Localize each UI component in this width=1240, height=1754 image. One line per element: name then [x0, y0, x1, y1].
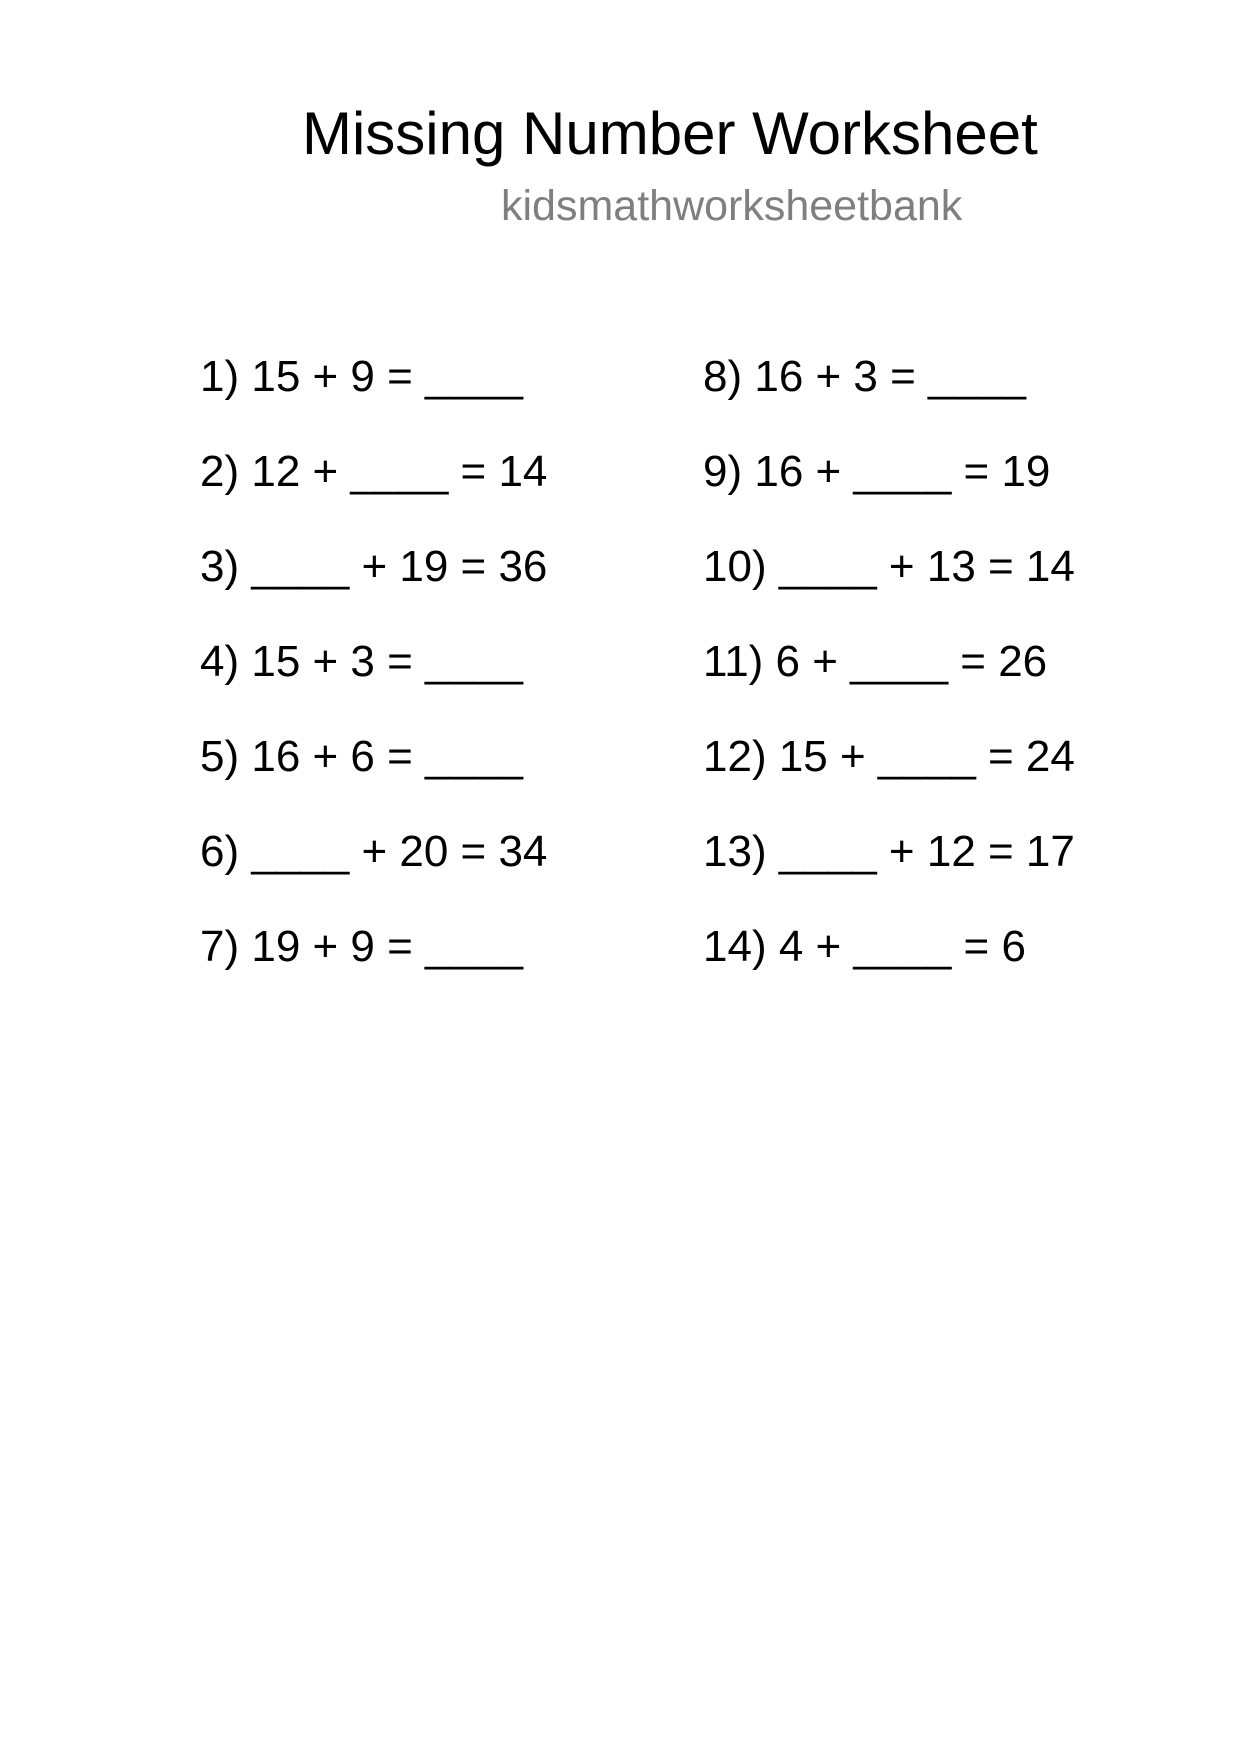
problem-10: 10) ____ + 13 = 14: [703, 542, 1075, 591]
worksheet-source: kidsmathworksheetbank: [501, 182, 963, 230]
problem-14: 14) 4 + ____ = 6: [703, 922, 1026, 971]
problem-11: 11) 6 + ____ = 26: [703, 637, 1048, 686]
problem-5: 5) 16 + 6 = ____: [200, 732, 523, 781]
problem-7: 7) 19 + 9 = ____: [200, 922, 523, 971]
problem-6: 6) ____ + 20 = 34: [200, 827, 548, 876]
problem-13: 13) ____ + 12 = 17: [703, 827, 1075, 876]
problem-4: 4) 15 + 3 = ____: [200, 637, 523, 686]
problem-2: 2) 12 + ____ = 14: [200, 447, 548, 496]
problem-9: 9) 16 + ____ = 19: [703, 447, 1051, 496]
problem-1: 1) 15 + 9 = ____: [200, 352, 523, 401]
worksheet-title: Missing Number Worksheet: [302, 100, 1038, 167]
problem-3: 3) ____ + 19 = 36: [200, 542, 548, 591]
problem-8: 8) 16 + 3 = ____: [703, 352, 1026, 401]
problem-12: 12) 15 + ____ = 24: [703, 732, 1075, 781]
